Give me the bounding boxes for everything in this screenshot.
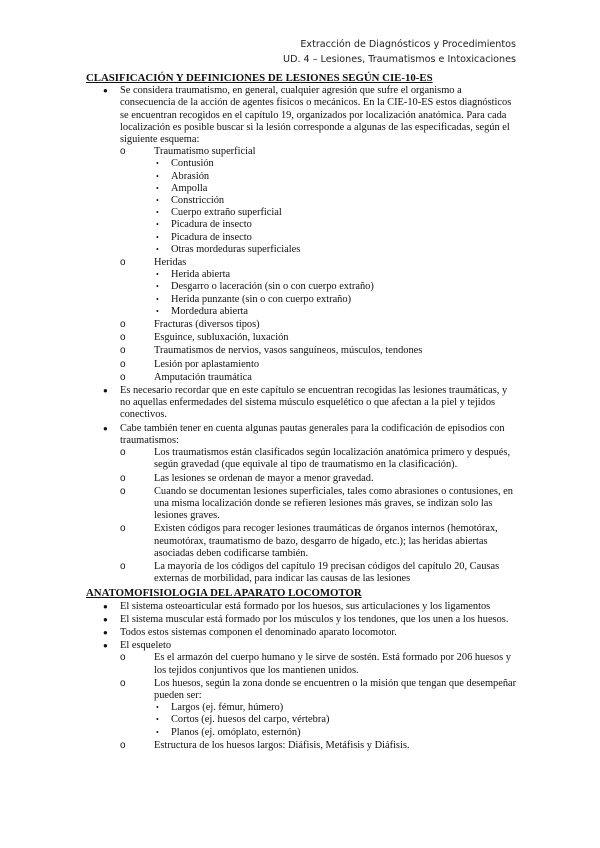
list-item: • Desgarro o laceración (sin o con cuerpo extraño) xyxy=(154,281,518,293)
list-item: o Las lesiones se ordenan de mayor a menor gravedad. xyxy=(120,473,518,485)
list-item xyxy=(120,257,518,318)
heridas-label: Heridas xyxy=(154,257,187,269)
list-item xyxy=(120,146,518,256)
list-item: ● El sistema osteoarticular está formado por los huesos, sus articulaciones y los ligamentos xyxy=(86,601,518,613)
list-item: o Amputación traumática xyxy=(120,372,518,384)
list-item: o La mayoría de los códigos del capítulo 19 precisan códigos del capítulo 20, Causas externas de morbilidad, para indicar las causas de las lesiones xyxy=(120,561,518,585)
esquema-list xyxy=(120,146,518,384)
paragraph-definicion: Se considera traumatismo, en general, cualquier agresión que sufre el organismo a consecuencia de la acción de agentes físicos o mecánicos. En la CIE-10-ES estos diagnósticos se encuentran recogidos en el capítulo 19, organizados por localización anatómica. Para cada localización es posible buscar si la lesión corresponde a algunas de las especificadas, según el siguiente esquema: xyxy=(120,85,512,146)
list-item: o Los traumatismos están clasificados según localización anatómica primero y después, según gravedad (que equivale al tipo de traumatismo en la clasificación). xyxy=(120,447,518,471)
list-item: • Picadura de insecto xyxy=(154,232,518,244)
list-item: o Es el armazón del cuerpo humano y le sirve de sostén. Está formado por 206 huesos y los tejidos conjuntivos que los mantienen unidos. xyxy=(120,652,518,676)
list-item: o Cuando se documentan lesiones superficiales, tales como abrasiones o contusiones, en una misma localización donde se refieren lesiones más graves, se indizan solo las lesiones graves. xyxy=(120,486,518,523)
list-item: o Fracturas (diversos tipos) xyxy=(120,319,518,331)
list-item: • Herida abierta xyxy=(154,269,518,281)
list-item: • Cortos (ej. huesos del carpo, vértebra) xyxy=(154,714,518,726)
list-item: • Largos (ej. fémur, húmero) xyxy=(154,702,518,714)
list-item: o Traumatismos de nervios, vasos sanguíneos, músculos, tendones xyxy=(120,345,518,357)
tipos-huesos-label: Los huesos, según la zona donde se encuentren o la misión que tengan que desempeñar pueden ser: xyxy=(154,677,517,701)
esqueleto-label: El esqueleto xyxy=(120,640,172,652)
list-item: • Abrasión xyxy=(154,171,518,183)
section1-list xyxy=(86,85,518,585)
list-item: • Cuerpo extraño superficial xyxy=(154,207,518,219)
header-subject: Extracción de Diagnósticos y Procedimientos xyxy=(300,39,516,50)
list-item: ● Todos estos sistemas componen el denominado aparato locomotor. xyxy=(86,627,518,639)
section-title-anatomofisiologia: ANATOMOFISIOLOGIA DEL APARATO LOCOMOTOR xyxy=(86,587,362,600)
list-item: o Existen códigos para recoger lesiones traumáticas de órganos internos (hemotórax, neumotórax, traumatismo de bazo, desgarro de hígado, etc.); las heridas abiertas asociadas deben codificarse también. xyxy=(120,523,518,560)
list-item: • Mordedura abierta xyxy=(154,306,518,318)
list-item: ● El sistema muscular está formado por los músculos y los tendones, que los unen a los huesos. xyxy=(86,614,518,626)
list-item: • Picadura de insecto xyxy=(154,219,518,231)
superficial-label: Traumatismo superficial xyxy=(154,146,256,158)
header-unit: UD. 4 – Lesiones, Traumatismos e Intoxicaciones xyxy=(283,54,516,65)
list-item: o Esguince, subluxación, luxación xyxy=(120,332,518,344)
list-item: • Otras mordeduras superficiales xyxy=(154,244,518,256)
list-item xyxy=(86,423,518,586)
tipos-huesos-items xyxy=(154,702,518,739)
list-item: o Estructura de los huesos largos: Diáfisis, Metáfisis y Diáfisis. xyxy=(120,740,518,752)
paragraph-pautas: Cabe también tener en cuenta algunas pautas generales para la codificación de episodios con traumatismos: xyxy=(120,422,505,446)
section-title-clasificacion: CLASIFICACIÓN Y DEFINICIONES DE LESIONES SEGÚN CIE-10-ES xyxy=(86,72,433,84)
list-item xyxy=(86,85,518,384)
esqueleto-list xyxy=(120,652,518,752)
pautas-list xyxy=(120,447,518,585)
list-item xyxy=(120,678,518,739)
list-item: • Constricción xyxy=(154,195,518,207)
paragraph-recordar: Es necesario recordar que en este capítulo se encuentran recogidas las lesiones traumáticas, y no aquellas enfermedades del sistema músculo esquelético o que afectan a la piel y tejidos conectivos. xyxy=(120,385,508,421)
list-item: o Lesión por aplastamiento xyxy=(120,359,518,371)
page-header xyxy=(283,37,516,67)
list-item xyxy=(86,385,518,422)
list-item: • Herida punzante (sin o con cuerpo extraño) xyxy=(154,294,518,306)
list-item xyxy=(86,640,518,752)
document-body xyxy=(86,72,518,753)
superficial-items xyxy=(154,158,518,256)
list-item: • Contusión xyxy=(154,158,518,170)
list-item: • Ampolla xyxy=(154,183,518,195)
list-item: • Planos (ej. omóplato, esternón) xyxy=(154,727,518,739)
section2-list xyxy=(86,601,518,752)
heridas-items xyxy=(154,269,518,318)
